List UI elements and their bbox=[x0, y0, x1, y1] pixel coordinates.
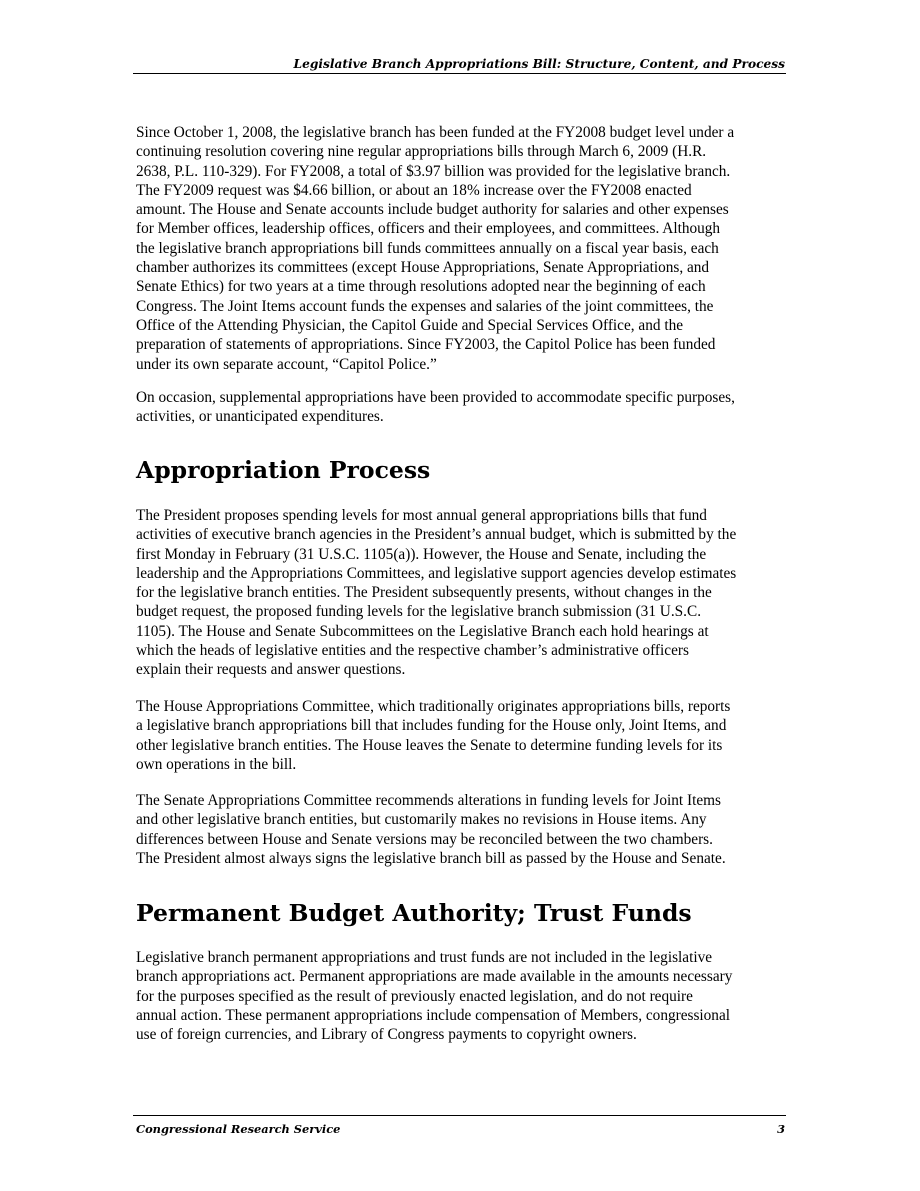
paragraph-funding-overview: Since October 1, 2008, the legislative branch has been funded at the FY2008 budget level under a continuing resolution covering nine regular appropriations bills through March 6, 2009 (H.R. 2638, P.L. 110-329). For FY2008, a total of $3.97 billion was provided for the legislative branch. The FY2009 request was $4.66 billion, or about an 18% increase over the FY2008 enacted amount. The House and Senate accounts include budget authority for salaries and other expenses for Member offices, leadership offices, officers and their employees, and committees. Although the legislative branch appropriations bill funds committees annually on a fiscal year basis, each chamber authorizes its committees (except House Appropriations, Senate Appropriations, and Senate Ethics) for two years at a time through resolutions adopted near the beginning of each Congress. The Joint Items account funds the expenses and salaries of the joint committees, the Office of the Attending Physician, the Capitol Guide and Special Services Office, and the preparation of statements of appropriations. Since FY2003, the Capitol Police has been funded under its own separate account, “Capitol Police.” bbox=[136, 124, 735, 373]
footer-rule bbox=[133, 1115, 786, 1116]
running-header: Legislative Branch Appropriations Bill: Structure, Content, and Process bbox=[293, 57, 785, 71]
footer-source: Congressional Research Service bbox=[136, 1122, 341, 1136]
heading-appropriation-process: Appropriation Process bbox=[136, 456, 431, 484]
paragraph-senate-committee: The Senate Appropriations Committee recommends alterations in funding levels for Joint Items and other legislative branch entities, but customarily makes no revisions in House items. Any differences between House and Senate versions may be reconciled between the two chambers. The President almost always signs the legislative branch bill as passed by the House and Senate. bbox=[136, 792, 726, 867]
header-rule bbox=[133, 73, 786, 74]
paragraph-permanent-appropriations: Legislative branch permanent appropriations and trust funds are not included in the legislative branch appropriations act. Permanent appropriations are made available in the amounts necessary for the purposes specified as the result of previously enacted legislation, and do not require annual action. These permanent appropriations include compensation of Members, congressional use of foreign currencies, and Library of Congress payments to copyright owners. bbox=[136, 949, 733, 1044]
heading-permanent-budget-authority: Permanent Budget Authority; Trust Funds bbox=[136, 899, 692, 927]
paragraph-supplemental: On occasion, supplemental appropriations have been provided to accommodate specific purposes, activities, or unanticipated expenditures. bbox=[136, 389, 735, 426]
paragraph-house-committee: The House Appropriations Committee, which traditionally originates appropriations bills, reports a legislative branch appropriations bill that includes funding for the House only, Joint Items, and other legislative branch entities. The House leaves the Senate to determine funding levels for its own operations in the bill. bbox=[136, 698, 731, 773]
paragraph-president-proposes: The President proposes spending levels for most annual general appropriations bills that fund activities of executive branch agencies in the President’s annual budget, which is submitted by the first Monday in February (31 U.S.C. 1105(a)). However, the House and Senate, including the leadership and the Appropriations Committees, and legislative support agencies develop estimates for the legislative branch entities. The President subsequently presents, without changes in the budget request, the proposed funding levels for the legislative branch submission (31 U.S.C. 1105). The House and Senate Subcommittees on the Legislative Branch each hold hearings at which the heads of legislative entities and the respective chamber’s administrative officers explain their requests and answer questions. bbox=[136, 507, 737, 679]
page-number: 3 bbox=[777, 1122, 785, 1136]
